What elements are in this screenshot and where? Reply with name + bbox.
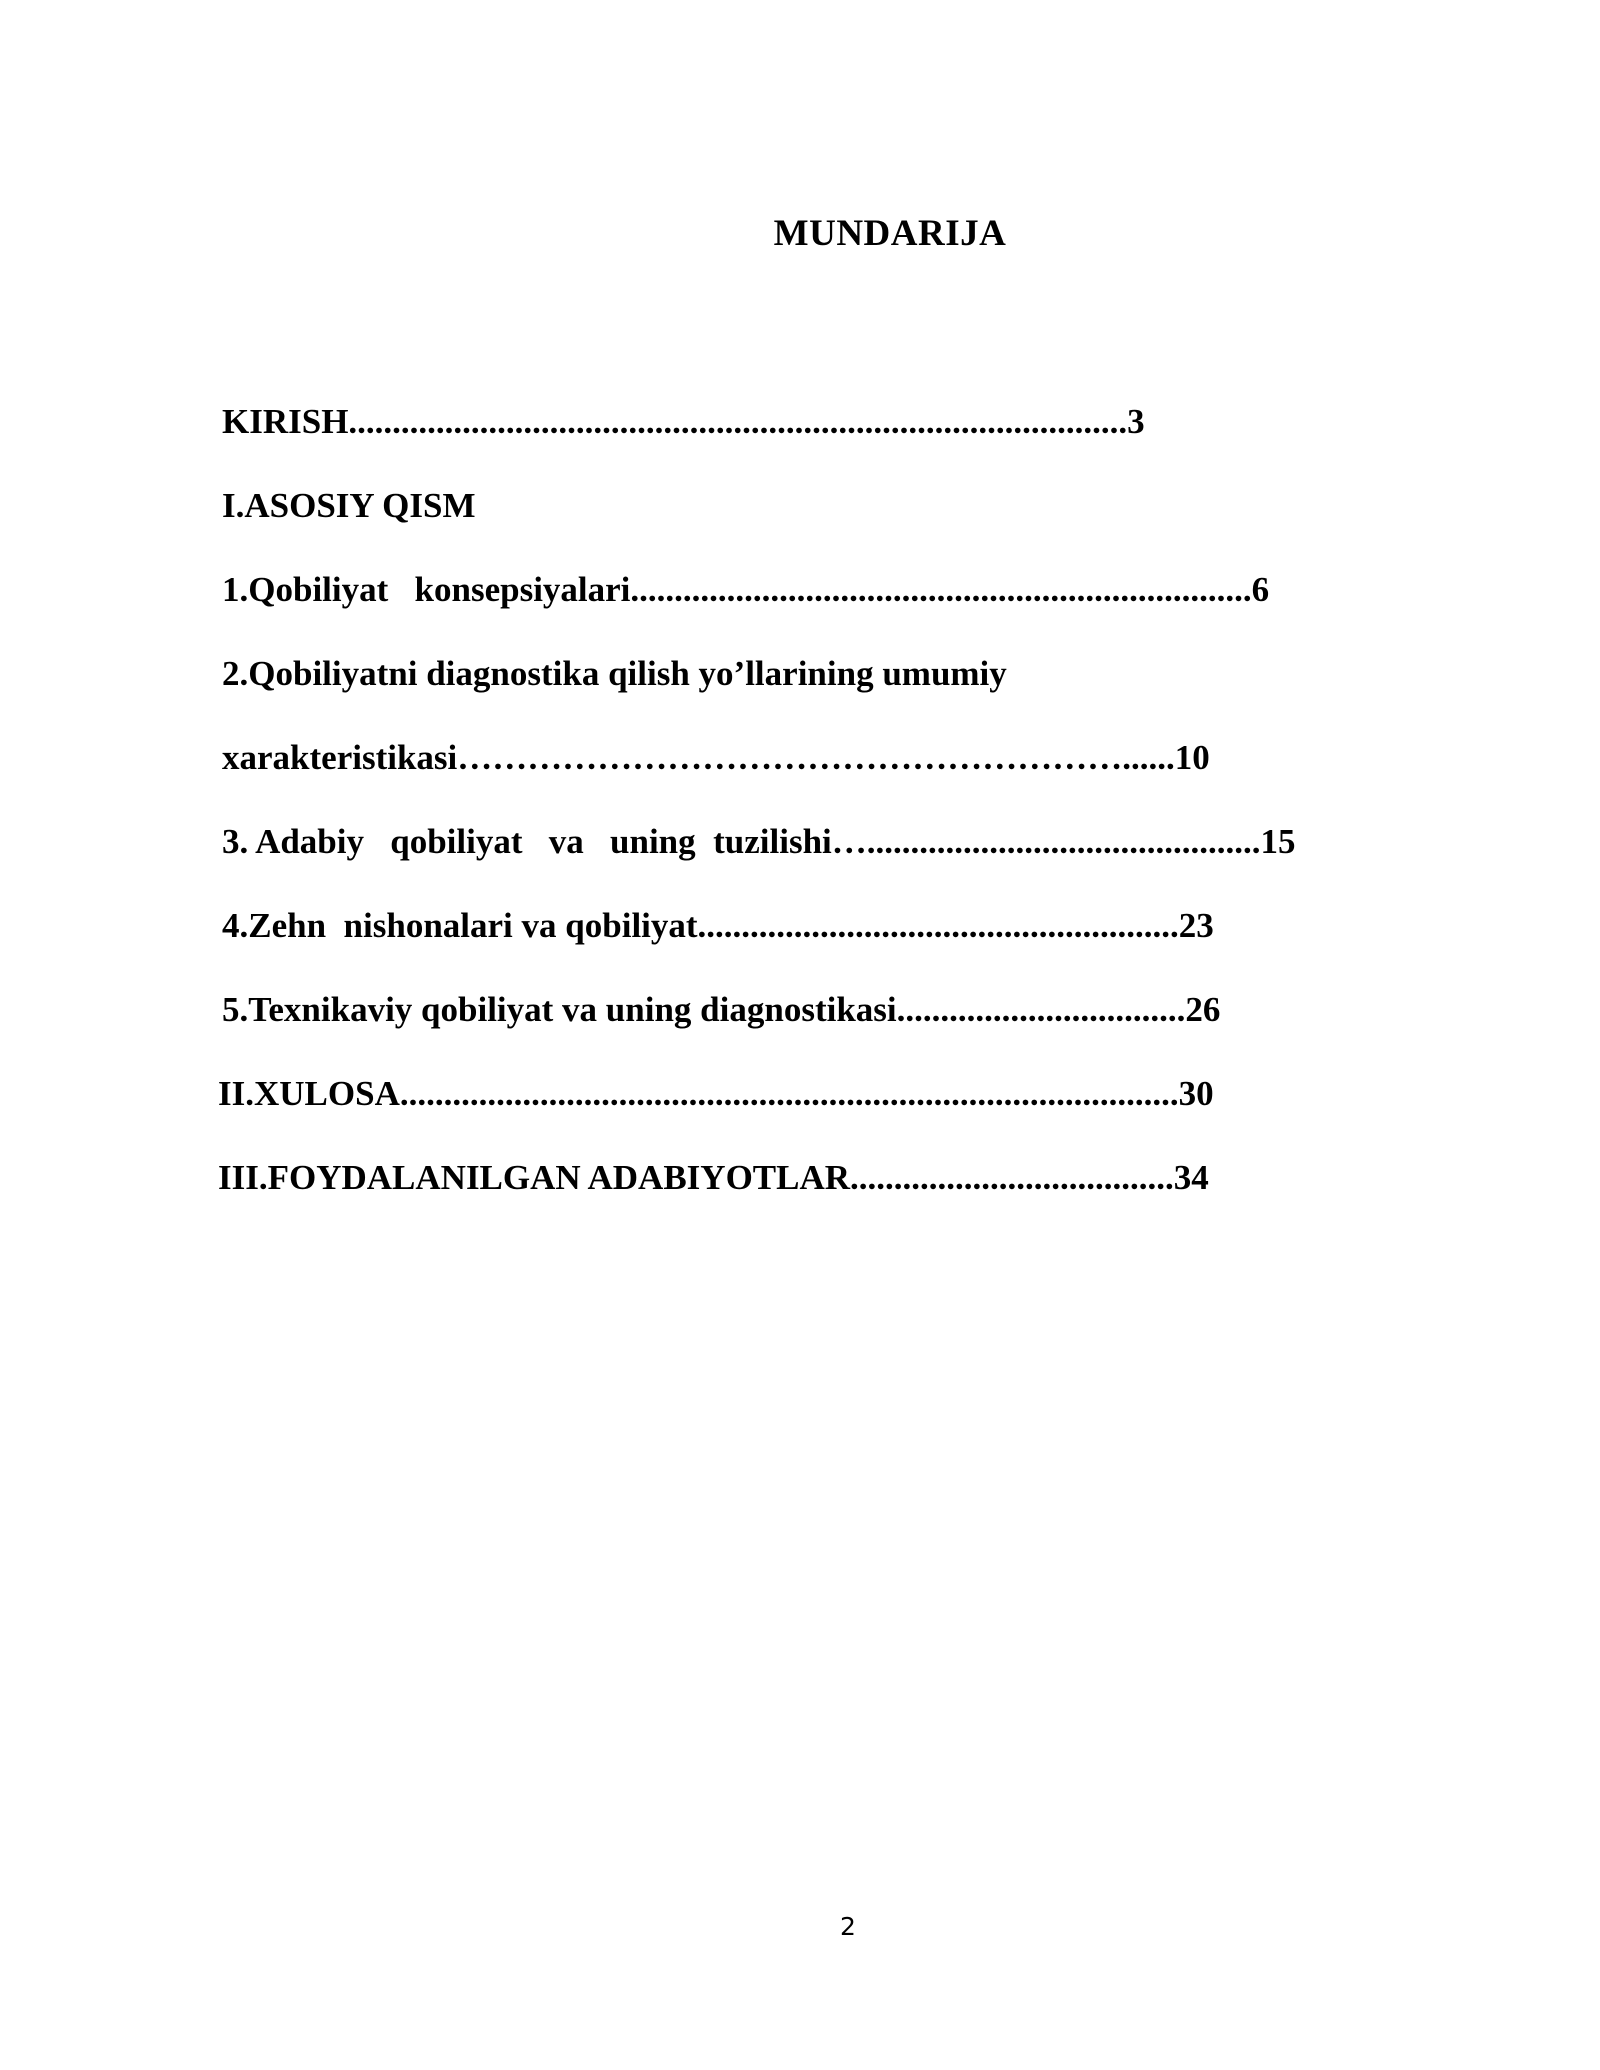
- toc-entry-adabiy-qobiliyat: 3. Adabiy qobiliyat va uning tuzilishi….............................................15: [222, 822, 1296, 861]
- toc-entry-diagnostika-title: 2.Qobiliyatni diagnostika qilish yo’llarining umumiy: [222, 654, 1007, 693]
- toc-entry-zehn-nishonalari: 4.Zehn nishonalari va qobiliyat.......................................................23: [222, 906, 1214, 945]
- toc-entry-texnikaviy-qobiliyat: 5.Texnikaviy qobiliyat va uning diagnostikasi.................................26: [222, 990, 1221, 1029]
- toc-entry-xulosa: II.XULOSA.........................................................................................30: [218, 1074, 1214, 1113]
- toc-entry-diagnostika-continued: xarakteristikasi…………………………………………………......10: [222, 738, 1210, 777]
- toc-entry-kirish: KIRISH.........................................................................................3: [222, 402, 1145, 441]
- toc-entry-qobiliyat-konsepsiyalari: 1.Qobiliyat konsepsiyalari.......................................................................6: [222, 570, 1270, 609]
- page-title: MUNDARIJA: [773, 213, 1007, 254]
- page-number: 2: [840, 1912, 856, 1941]
- toc-entry-adabiyotlar: III.FOYDALANILGAN ADABIYOTLAR.....................................34: [218, 1158, 1209, 1197]
- toc-entry-asosiy-qism: I.ASOSIY QISM: [222, 486, 476, 525]
